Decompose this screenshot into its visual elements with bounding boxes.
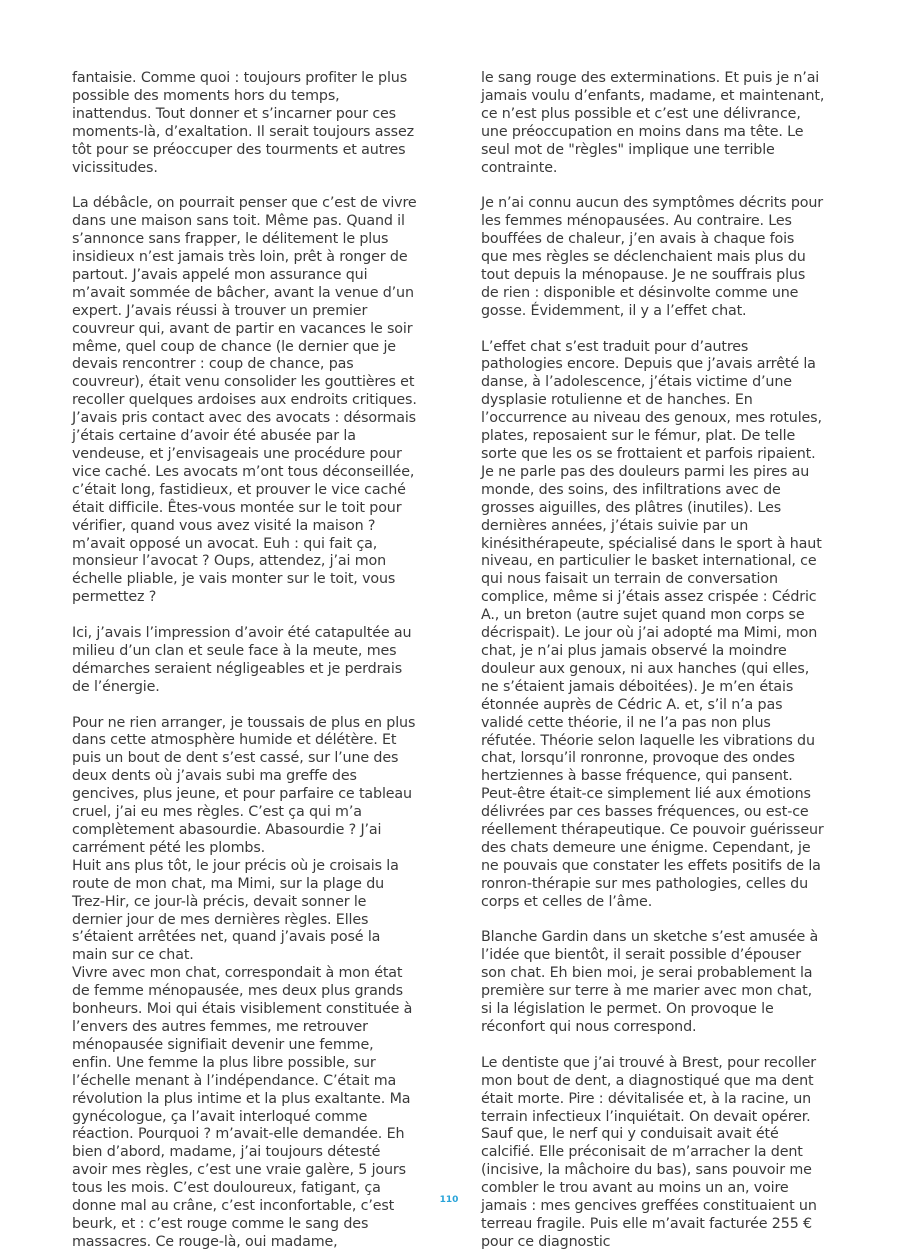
paragraph: Le dentiste que j’ai trouvé à Brest, pour recoller mon bout de dent, a diagnostiqué que ma dent était morte. Pire : dévitalisée et, à la racine, un terrain infectieux l’inquiétait. On devait opérer. Sauf que, le nerf qui y conduisait avait été calcifié. Elle préconisait de m’arracher la dent (incisive, la mâchoire du bas), sans pouvoir me combler le trou avant au moins un an, voire jamais : mes gencives greffées constituaient un terreau fragile. Puis elle m’avait facturée 255 € pour ce diagnostic (481, 1054, 817, 1250)
left-text-column (72, 70, 417, 1252)
paragraph: fantaisie. Comme quoi : toujours profiter le plus possible des moments hors du temps, inattendus. Tout donner et s’incarner pour ces moments-là, d’exaltation. Il serait toujours assez tôt pour se préoccuper des tourments et autres vicissitudes. (72, 70, 414, 176)
paragraph: Blanche Gardin dans un sketche s’est amusée à l’idée que bientôt, il serait possible d’épouser son chat. Eh bien moi, je serai probablement la première sur terre à me marier avec mon chat, si la législation le permet. On provoque le réconfort qui nous correspond. (481, 929, 819, 1035)
paragraph: le sang rouge des exterminations. Et puis je n’ai jamais voulu d’enfants, madame, et maintenant, ce n’est plus possible et c’est une délivrance, une préoccupation en moins dans ma tête. Le seul mot de "règles" implique une terrible contrainte. (481, 70, 825, 176)
page-number: 110 (439, 1195, 459, 1205)
paragraph: Ici, j’avais l’impression d’avoir été catapultée au milieu d’un clan et seule face à la meute, mes démarches seraient négligeables et je perdrais de l’énergie. (72, 625, 412, 695)
paragraph: Vivre avec mon chat, correspondait à mon état de femme ménopausée, mes deux plus grands bonheurs. Moi qui étais visiblement constituée à l’envers des autres femmes, me retrouver ménopausée signifiait devenir une femme, enfin. Une femme la plus libre possible, sur l’échelle menant à l’indépendance. C’était ma révolution la plus intime et la plus exaltante. Ma gynécologue, ça l’avait interloqué comme réaction. Pourquoi ? m’avait-elle demandée. Eh bien d’abord, madame, j’ai toujours détesté avoir mes règles, c’est une vraie galère, 5 jours tous les mois. C’est douloureux, fatigant, ça donne mal au crâne, c’est inconfortable, c’est beurk, et : c’est rouge comme le sang des massacres. Ce rouge-là, oui madame, (72, 965, 413, 1250)
paragraph: L’effet chat s’est traduit pour d’autres pathologies encore. Depuis que j’avais arrêté la danse, à l’adolescence, j’étais victime d’une dysplasie rotulienne et de hanches. En l’occurrence au niveau des genoux, mes rotules, plates, reposaient sur le fémur, plat. De telle sorte que les os se frottaient et parfois ripaient. Je ne parle pas des douleurs parmi les pires au monde, des soins, des infiltrations avec de grosses aiguilles, des plâtres (inutiles). Les dernières années, j’étais suivie par un kinésithérapeute, spécialisé dans le sport à haut niveau, en particulier le basket international, ce qui nous faisait un terrain de conversation complice, même si j’étais assez crispée : Cédric A., un breton (autre sujet quand mon corps se décrispait). Le jour où j’ai adopté ma Mimi, mon chat, je n’ai plus jamais observé la moindre douleur aux genoux, ni aux hanches (qui elles, ne s’étaient jamais déboitées). Je m’en étais étonnée auprès de Cédric A. et, s’il n’a pas validé cette théorie, il ne l’a pas non plus réfutée. Théorie selon laquelle les vibrations du chat, lorsqu’il ronronne, provoque des ondes hertziennes à basse fréquence, qui pansent. Peut-être était-ce simplement lié aux émotions délivrées par ces basses fréquences, ou est-ce réellement thérapeutique. Ce pouvoir guérisseur des chats demeure une énigme. Cependant, je ne pouvais que constater les effets positifs de la ronron-thérapie sur mes pathologies, celles du corps et celles de l’âme. (481, 338, 824, 910)
paragraph: La débâcle, on pourrait penser que c’est de vivre dans une maison sans toit. Même pas. Quand il s’annonce sans frapper, le délitement le plus insidieux n’est jamais très loin, prêt à ronger de partout. J’avais appelé mon assurance qui m’avait sommée de bâcher, avant la venue d’un expert. J’avais réussi à trouver un premier couvreur qui, avant de partir en vacances le soir même, quel coup de chance (le dernier que je devais rencontrer : coup de chance, pas couvreur), était venu consolider les gouttières et recoller quelques ardoises aux endroits critiques. J’avais pris contact avec des avocats : désormais j’étais certaine d’avoir été abusée par la vendeuse, et j’envisageais une procédure pour vice caché. Les avocats m’ont tous déconseillée, c’était long, fastidieux, et prouver le vice caché était difficile. Êtes-vous montée sur le toit pour vérifier, quand vous avez visité la maison ? m’avait opposé un avocat. Euh : qui fait ça, monsieur l’avocat ? Oups, attendez, j’ai mon échelle pliable, je vais monter sur le toit, vous permettez ? (72, 195, 417, 606)
paragraph: Pour ne rien arranger, je toussais de plus en plus dans cette atmosphère humide et délétère. Et puis un bout de dent s’est cassé, sur l’une des deux dents où j’avais subi ma greffe des gencives, plus jeune, et pour parfaire ce tableau cruel, j’ai eu mes règles. C’est ça qui m’a complètement abasourdie. Abasourdie ? J’ai carrément pété les plombs. (72, 714, 416, 856)
paragraph: Huit ans plus tôt, le jour précis où je croisais la route de mon chat, ma Mimi, sur la plage du Trez-Hir, ce jour-là précis, devait sonner le dernier jour de mes dernières règles. Elles s’étaient arrêtées net, quand j’avais posé la main sur ce chat. (72, 857, 399, 964)
right-text-column (481, 70, 825, 1252)
paragraph: Je n’ai connu aucun des symptômes décrits pour les femmes ménopausées. Au contraire. Les bouffées de chaleur, j’en avais à chaque fois que mes règles se déclenchaient mais plus du tout depuis la ménopause. Je ne souffrais plus de rien : disponible et désinvolte comme une gosse. Évidemment, il y a l’effet chat. (481, 195, 824, 319)
